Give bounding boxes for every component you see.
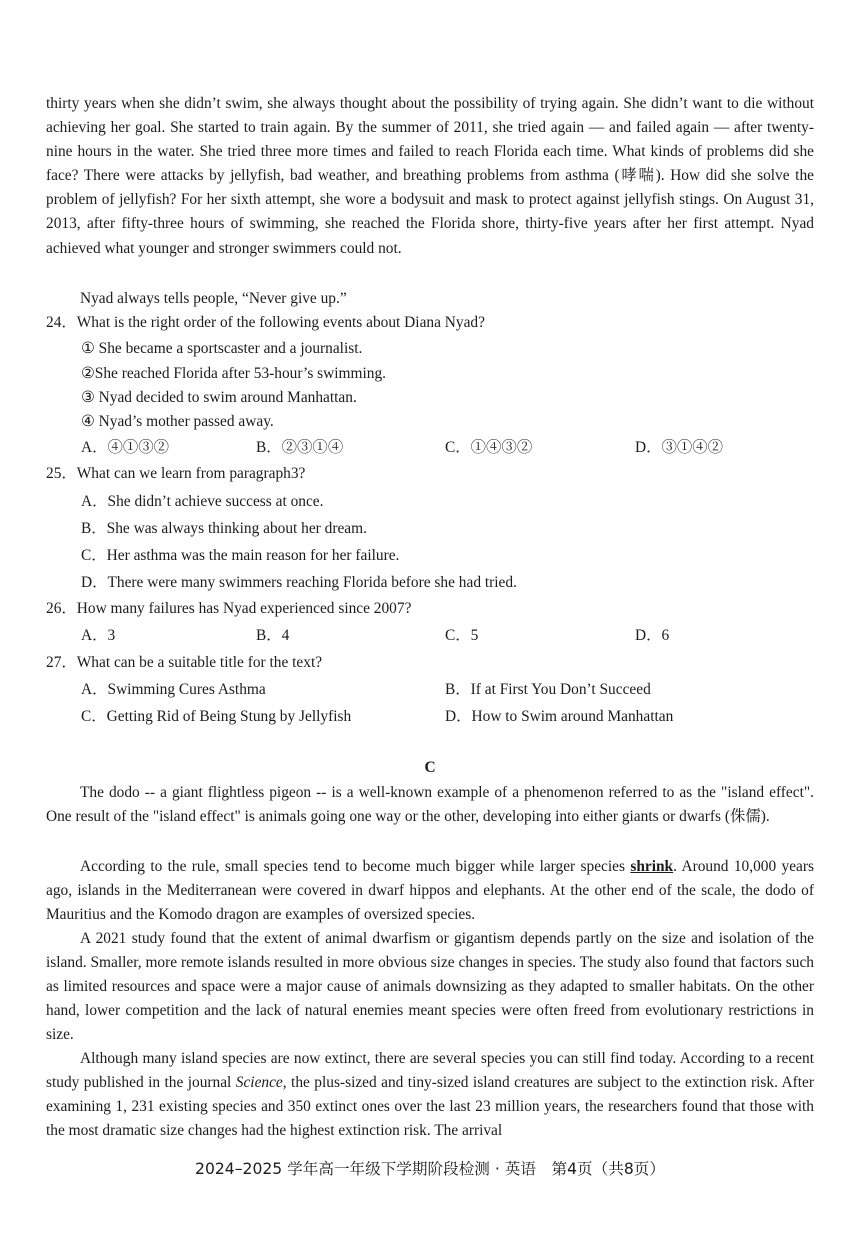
- question-27-option-c[interactable]: C．Getting Rid of Being Stung by Jellyfish: [81, 708, 352, 725]
- question-24-stem: 24．What is the right order of the following events about Diana Nyad?: [46, 314, 485, 331]
- question-25-option-a[interactable]: A．She didn’t achieve success at once.: [81, 493, 324, 510]
- question-24-option-a[interactable]: A．④①③②: [81, 439, 170, 456]
- underlined-word-shrink: shrink: [630, 858, 674, 875]
- question-26-stem: 26．How many failures has Nyad experienced since 2007?: [46, 600, 412, 617]
- question-25-option-d[interactable]: D．There were many swimmers reaching Florida before she had tried.: [81, 574, 517, 591]
- question-24-option-b[interactable]: B．②③①④: [256, 439, 344, 456]
- question-26-option-c[interactable]: C．5: [445, 627, 479, 644]
- question-26-option-b[interactable]: B．4: [256, 627, 290, 644]
- question-24-option-d[interactable]: D．③①④②: [635, 439, 724, 456]
- passage-c-paragraph-3: A 2021 study found that the extent of animal dwarfism or gigantism depends partly on the size and isolation of the island. Smaller, more remote islands resulted in more obvious size changes in species. The study also found that factors such as limited resources and space were a major cause of animals downsizing as they adapted to smaller habitats. On the other hand, lower competition and the lack of natural enemies meant species were often freed from evolutionary restrictions in size.: [46, 930, 814, 1044]
- question-27-option-b[interactable]: B．If at First You Don’t Succeed: [445, 681, 651, 698]
- question-24-event-3: ③ Nyad decided to swim around Manhattan.: [81, 389, 357, 406]
- question-24-event-2: ②She reached Florida after 53-hour’s swimming.: [81, 365, 387, 382]
- passage-c-paragraph-4: [46, 1047, 814, 1143]
- paragraph-4-text-b: , the plus-sized and tiny-sized island creatures are subject to the extinction risk. After examining 1, 231 existing species and 350 extinct ones over the last 23 million years, the researchers found that those with the most dramatic size changes had the highest extinction risk. The arrival: [46, 1074, 814, 1140]
- passage-c-paragraph-2: [46, 855, 814, 927]
- question-27-option-a[interactable]: A．Swimming Cures Asthma: [81, 681, 266, 698]
- paragraph-2-text-a: According to the rule, small species tend to become much bigger while larger species: [80, 858, 631, 875]
- passage-b-final-line: Nyad always tells people, “Never give up.”: [80, 290, 347, 307]
- question-25-option-c[interactable]: C．Her asthma was the main reason for her failure.: [81, 547, 400, 564]
- question-24-option-c[interactable]: C．①④③②: [445, 439, 533, 456]
- passage-c-paragraph-1: The dodo -- a giant flightless pigeon -- is a well-known example of a phenomenon referred to as the "island effect". One result of the "island effect" is animals going one way or the other, developing into either giants or dwarfs (侏儒).: [46, 784, 814, 826]
- question-24-event-1: ① She became a sportscaster and a journalist.: [81, 340, 363, 357]
- section-c-heading: C: [424, 759, 436, 776]
- question-27-option-d[interactable]: D．How to Swim around Manhattan: [445, 708, 674, 725]
- journal-name: Science: [235, 1074, 283, 1092]
- question-25-option-b[interactable]: B．She was always thinking about her dream.: [81, 520, 367, 537]
- question-24-event-4: ④ Nyad’s mother passed away.: [81, 413, 274, 430]
- question-26-option-d[interactable]: D．6: [635, 627, 670, 644]
- question-25-stem: 25．What can we learn from paragraph3?: [46, 465, 306, 482]
- paragraph-2-text-b: . Around 10,000 years ago, islands in the Mediterranean were covered in dwarf hippos and elephants. At the other end of the scale, the dodo of Mauritius and the Komodo dragon are examples of oversized species.: [46, 858, 815, 924]
- question-26-option-a[interactable]: A．3: [81, 627, 116, 644]
- paragraph-4-text-a: Although many island species are now extinct, there are several species you can still find today. According to a recent study published in the journal: [46, 1050, 814, 1092]
- question-27-stem: 27．What can be a suitable title for the text?: [46, 654, 323, 671]
- page-footer: 2024–2025 学年高一年级下学期阶段检测 · 英语 第4页（共8页）: [195, 1160, 665, 1178]
- passage-b-paragraph: thirty years when she didn’t swim, she always thought about the possibility of trying again. She didn’t want to die without achieving her goal. She started to train again. By the summer of 2011, she tried again — and failed again — after twenty-nine hours in the water. She tried three more times and failed to reach Florida each time. What kinds of problems did she face? There were attacks by jellyfish, bad weather, and breathing problems from asthma (哮喘). How did she solve the problem of jellyfish? For her sixth attempt, she wore a bodysuit and mask to protect against jellyfish stings. On August 31, 2013, after fifty-three hours of swimming, she reached the Florida shore, thirty-five years after her first attempt. Nyad achieved what younger and stronger swimmers could not.: [46, 95, 814, 257]
